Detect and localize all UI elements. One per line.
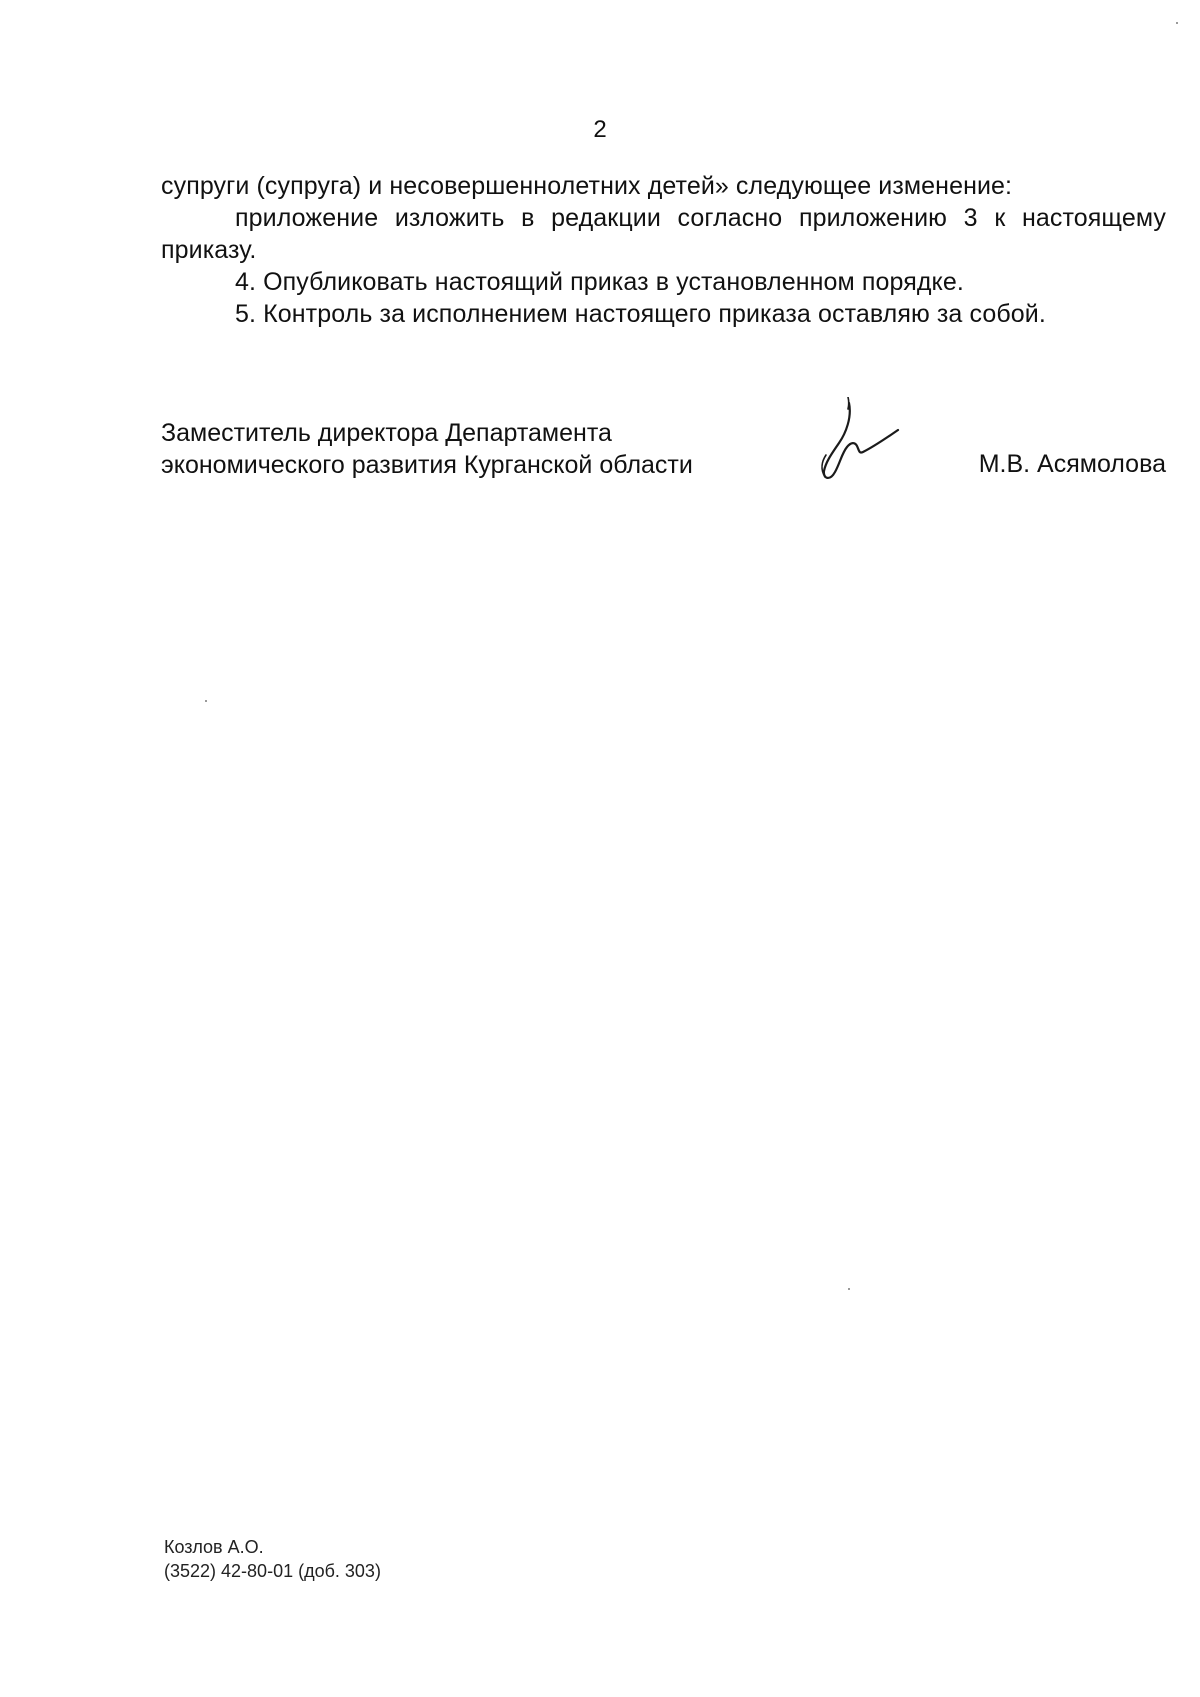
page-number: 2 — [593, 116, 607, 143]
paragraph-item-4: 4. Опубликовать настоящий приказ в установленном порядке. — [235, 268, 964, 296]
signer-position — [161, 417, 781, 481]
paragraph-item-5: 5. Контроль за исполнением настоящего приказа оставляю за собой. — [235, 300, 1046, 328]
scan-speck — [848, 1288, 850, 1290]
handwritten-signature — [809, 397, 905, 489]
signer-position-line-1: Заместитель директора Департамента — [161, 419, 612, 447]
signature-block — [161, 417, 1166, 497]
scan-speck — [1176, 22, 1178, 24]
executor-name: Козлов А.О. — [164, 1537, 264, 1557]
signer-position-line-2: экономического развития Курганской области — [161, 451, 693, 479]
executor-contact — [164, 1535, 381, 1583]
document-body — [161, 170, 1166, 330]
paragraph-appendix: приложение изложить в редакции согласно приложению 3 к настоящему приказу. — [161, 204, 1166, 264]
scan-speck — [205, 700, 207, 702]
executor-phone: (3522) 42-80-01 (доб. 303) — [164, 1561, 381, 1581]
signer-name: М.В. Асямолова — [978, 450, 1166, 478]
paragraph-continuation: супруги (супруга) и несовершеннолетних детей» следующее изменение: — [161, 172, 1013, 200]
